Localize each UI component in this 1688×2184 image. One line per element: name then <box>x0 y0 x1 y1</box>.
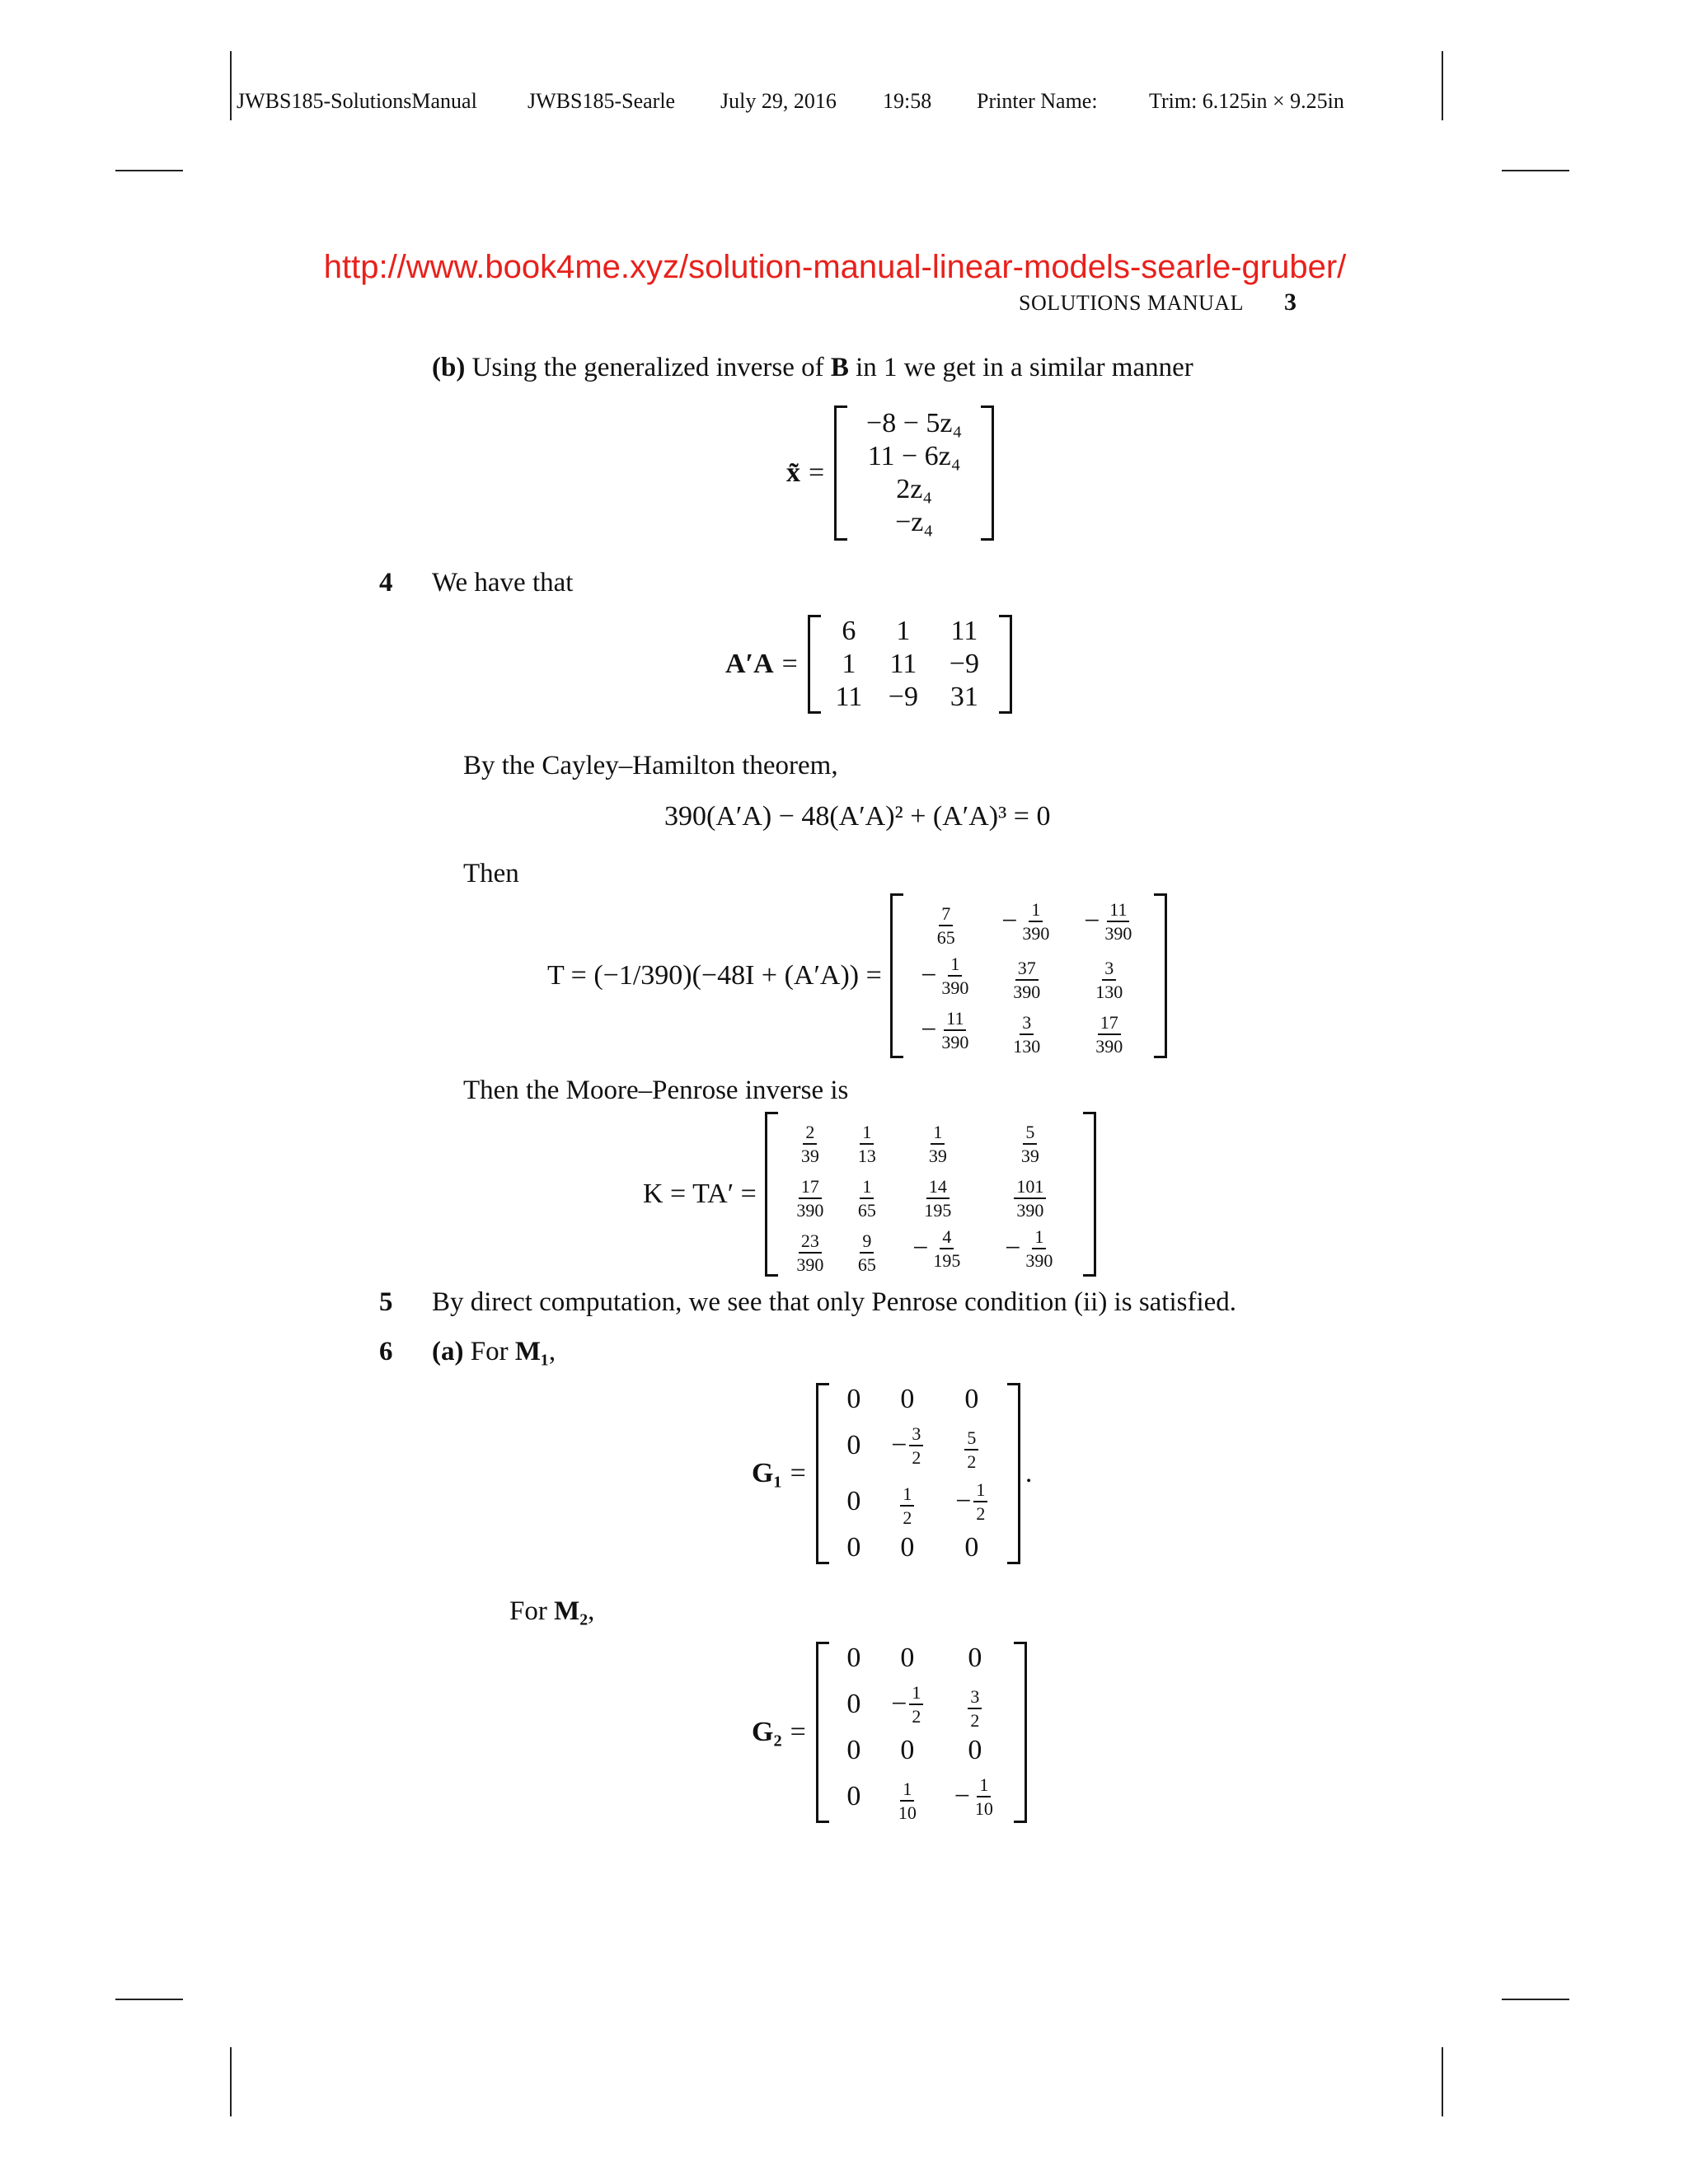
item-6-number: 6 <box>379 1337 393 1366</box>
numerator: 1 <box>860 1176 874 1199</box>
denominator: 2 <box>970 1710 980 1731</box>
item-4-number: 4 <box>379 568 393 598</box>
denominator: 390 <box>941 1032 969 1052</box>
g1-matrix-cell: 0 <box>846 1430 861 1460</box>
denominator: 130 <box>1013 1036 1041 1057</box>
numerator: 1 <box>909 1682 923 1705</box>
fraction <box>794 1230 826 1275</box>
k-cells <box>778 1112 1083 1277</box>
bracket-left <box>816 1642 829 1823</box>
fraction <box>856 1122 879 1166</box>
slug-trim: Trim: 6.125in × 9.25in <box>1149 89 1344 113</box>
bracket-left <box>890 893 903 1058</box>
minus-sign: − <box>1001 906 1018 936</box>
denominator: 390 <box>1016 1200 1044 1221</box>
k-matrix-cell <box>981 1113 1080 1166</box>
item-6-m1: M₁ <box>514 1337 549 1366</box>
denominator: 390 <box>1095 1036 1123 1057</box>
g1-matrix-cell: 0 <box>964 1532 979 1563</box>
fraction <box>909 1423 923 1468</box>
for-m2-symbol: M₂ <box>554 1596 588 1626</box>
fraction-entry <box>794 1230 826 1275</box>
fraction-entry <box>921 954 971 998</box>
item-6-comma: , <box>548 1337 556 1366</box>
numerator: 11 <box>1107 899 1129 922</box>
numerator: 7 <box>939 903 953 926</box>
item-5-text: By direct computation, we see that only Penrose condition (ii) is satisfied. <box>432 1287 1237 1317</box>
fraction-entry <box>921 1176 954 1221</box>
k-matrix-cell <box>895 1168 981 1221</box>
g1-matrix-cell <box>875 1423 940 1468</box>
fraction <box>1010 958 1043 1002</box>
fraction-entry <box>891 1682 923 1727</box>
fraction-entry <box>912 1226 963 1271</box>
x-tilde-cell: −z₄ <box>895 507 934 537</box>
slug-time: 19:58 <box>883 89 932 113</box>
numerator: 101 <box>1014 1176 1046 1199</box>
g2-matrix-cell <box>940 1774 1010 1819</box>
fraction <box>1014 1176 1046 1221</box>
part-b-label: (b) <box>432 353 466 382</box>
g1-matrix-cell: 0 <box>964 1384 979 1414</box>
minus-sign: − <box>1084 906 1100 936</box>
minus-sign: − <box>1005 1233 1021 1263</box>
fraction <box>973 1774 996 1819</box>
numerator: 1 <box>973 1479 987 1502</box>
moore-penrose-text: Then the Moore–Penrose inverse is <box>463 1076 849 1105</box>
part-b-text-1: Using the generalized inverse of <box>471 353 824 382</box>
fraction-entry <box>794 1176 826 1221</box>
g2-equals: = <box>790 1717 806 1747</box>
numerator: 1 <box>948 954 962 977</box>
fraction <box>1023 1226 1055 1271</box>
g2-matrix-cell <box>875 1770 940 1823</box>
k-matrix-cell <box>981 1168 1080 1221</box>
ata-cell: 11 <box>889 649 917 679</box>
fraction-entry <box>1093 1012 1125 1057</box>
t-matrix-cell <box>986 949 1068 1002</box>
numerator: 14 <box>926 1176 950 1199</box>
fraction <box>935 903 958 948</box>
numerator: 4 <box>940 1226 954 1249</box>
fraction <box>1093 1012 1125 1057</box>
fraction-entry <box>964 1427 978 1472</box>
fraction <box>921 1176 954 1221</box>
ata-equation <box>725 610 1012 719</box>
t-cells <box>903 893 1154 1058</box>
fraction <box>939 954 971 998</box>
bracket-left <box>834 405 847 541</box>
k-matrix-cell <box>839 1113 895 1166</box>
k-lhs: K = TA′ = <box>643 1179 757 1209</box>
k-matrix-cell <box>781 1168 839 1221</box>
g2-matrix-cell: 0 <box>968 1735 982 1765</box>
denominator: 2 <box>912 1447 921 1468</box>
t-equation <box>547 899 1167 1057</box>
numerator: 17 <box>799 1176 822 1199</box>
ata-symbol: A′A <box>725 649 774 679</box>
bracket-left <box>808 615 821 714</box>
x-tilde-cell: −8 − 5z₄ <box>866 408 963 438</box>
denominator: 390 <box>1104 923 1132 944</box>
denominator: 195 <box>924 1200 952 1221</box>
numerator: 37 <box>1015 958 1039 981</box>
fraction <box>968 1686 982 1731</box>
t-matrix-cell <box>907 954 986 998</box>
numerator: 23 <box>799 1230 822 1254</box>
g1-matrix <box>816 1383 1020 1564</box>
minus-sign: − <box>954 1781 970 1811</box>
denominator: 2 <box>903 1507 912 1528</box>
denominator: 39 <box>928 1146 947 1166</box>
fraction-entry <box>900 1483 914 1528</box>
fraction <box>939 1008 971 1052</box>
denominator: 39 <box>1020 1146 1039 1166</box>
ata-cell: 1 <box>896 616 911 646</box>
bracket-right <box>1014 1642 1027 1823</box>
fraction <box>896 1779 919 1823</box>
crop-mark-right-upper <box>1502 170 1569 171</box>
ata-cell: 31 <box>950 682 978 712</box>
item-6-for: For <box>470 1337 509 1366</box>
crop-mark-bottom-left <box>230 2047 232 2116</box>
g2-matrix-cell <box>875 1682 940 1727</box>
fraction-entry <box>799 1122 822 1166</box>
for-m2-comma: , <box>588 1596 595 1626</box>
item-4-text: We have that <box>432 568 574 598</box>
k-matrix <box>765 1112 1096 1277</box>
g1-period: . <box>1025 1458 1033 1488</box>
numerator: 1 <box>900 1779 914 1802</box>
fraction-entry <box>1014 1176 1046 1221</box>
fraction-entry <box>891 1423 923 1468</box>
denominator: 39 <box>800 1146 819 1166</box>
fraction-entry <box>954 1774 996 1819</box>
t-matrix-cell <box>907 895 986 948</box>
k-matrix-cell <box>895 1226 981 1271</box>
fraction-entry <box>1019 1122 1042 1166</box>
ata-equals: = <box>781 649 798 679</box>
bracket-right <box>1154 893 1167 1058</box>
fraction <box>900 1483 914 1528</box>
g2-equation <box>752 1640 1027 1825</box>
part-b-text-2: in 1 we get in a similar manner <box>856 353 1193 382</box>
g1-matrix-cell <box>875 1475 940 1528</box>
denominator: 390 <box>1022 923 1050 944</box>
denominator: 390 <box>1025 1250 1053 1271</box>
t-matrix-cell <box>907 1008 986 1052</box>
slug-printer: Printer Name: <box>977 89 1098 113</box>
ata-cells <box>821 615 999 714</box>
fraction-entry <box>968 1686 982 1731</box>
crop-mark-bottom-right <box>1442 2047 1443 2116</box>
running-head: SOLUTIONS MANUAL <box>1019 291 1245 315</box>
g2-cells <box>829 1642 1014 1823</box>
minus-sign: − <box>912 1233 929 1263</box>
minus-sign: − <box>891 1430 907 1460</box>
fraction-entry <box>1001 899 1052 944</box>
crop-mark-left-upper <box>115 170 183 171</box>
fraction <box>799 1122 822 1166</box>
g1-matrix-cell: 0 <box>846 1486 861 1516</box>
fraction <box>1019 1122 1042 1166</box>
denominator: 390 <box>796 1200 824 1221</box>
bracket-left <box>765 1112 778 1277</box>
denominator: 2 <box>912 1706 921 1727</box>
slug-manual: JWBS185-SolutionsManual <box>237 89 477 113</box>
numerator: 1 <box>1032 1226 1046 1249</box>
ata-cell: −9 <box>949 649 979 679</box>
fraction-entry <box>1093 958 1125 1002</box>
fraction <box>1093 958 1125 1002</box>
bracket-right <box>981 405 994 541</box>
g1-matrix-cell: 0 <box>846 1384 861 1414</box>
crop-mark-right-lower <box>1502 1999 1569 2000</box>
t-matrix-cell <box>1068 899 1151 944</box>
numerator: 3 <box>909 1423 923 1446</box>
denominator: 2 <box>967 1451 977 1472</box>
g1-equals: = <box>790 1458 806 1488</box>
x-tilde-cell: 2z₄ <box>896 474 933 504</box>
minus-sign: − <box>891 1689 907 1719</box>
crop-mark-left-lower <box>115 1999 183 2000</box>
fraction <box>856 1230 879 1275</box>
for-m2-line <box>509 1596 594 1627</box>
numerator: 3 <box>1102 958 1116 981</box>
ata-matrix <box>808 615 1012 714</box>
g1-matrix-cell: 0 <box>900 1384 915 1414</box>
g1-matrix-cell: 0 <box>900 1532 915 1563</box>
g1-symbol: G₁ <box>752 1458 782 1488</box>
denominator: 195 <box>933 1250 961 1271</box>
denominator: 65 <box>936 927 955 948</box>
ata-cell: 11 <box>835 682 863 712</box>
k-matrix-cell <box>839 1168 895 1221</box>
item-5-number: 5 <box>379 1287 393 1317</box>
k-matrix-cell <box>781 1222 839 1275</box>
slug-date: July 29, 2016 <box>720 89 837 113</box>
x-tilde-equals: = <box>809 457 825 488</box>
fraction <box>794 1176 826 1221</box>
x-tilde-vector <box>834 405 994 541</box>
ata-cell: −9 <box>888 682 918 712</box>
bracket-right <box>1007 1383 1020 1564</box>
for-m2-text: For <box>509 1596 547 1626</box>
numerator: 5 <box>1023 1122 1037 1145</box>
g1-matrix-cell: 0 <box>846 1532 861 1563</box>
fraction <box>856 1176 879 1221</box>
fraction-entry <box>1010 1012 1043 1057</box>
g2-symbol: G₂ <box>752 1717 782 1747</box>
g2-matrix-cell: 0 <box>846 1689 861 1719</box>
fraction-entry <box>935 903 958 948</box>
crop-mark-top-left <box>230 51 232 120</box>
minus-sign: − <box>955 1486 972 1516</box>
g2-matrix-cell <box>940 1678 1010 1731</box>
x-tilde-symbol: x̃ <box>786 457 800 488</box>
numerator: 9 <box>860 1230 874 1254</box>
ata-cell: 11 <box>950 616 978 646</box>
numerator: 1 <box>931 1122 945 1145</box>
fraction-entry <box>896 1779 919 1823</box>
fraction <box>926 1122 950 1166</box>
denominator: 390 <box>941 977 969 998</box>
g2-matrix-cell: 0 <box>846 1781 861 1811</box>
t-matrix <box>890 893 1167 1058</box>
denominator: 65 <box>857 1254 876 1275</box>
item-6-label: (a) <box>432 1337 464 1366</box>
denominator: 10 <box>974 1798 993 1819</box>
minus-sign: − <box>921 1015 937 1045</box>
numerator: 2 <box>803 1122 817 1145</box>
x-tilde-cell: 11 − 6z₄ <box>867 441 961 471</box>
part-b-line <box>432 353 1193 383</box>
denominator: 65 <box>857 1200 876 1221</box>
g2-matrix-cell: 0 <box>846 1735 861 1765</box>
denominator: 13 <box>857 1146 876 1166</box>
denominator: 130 <box>1095 982 1123 1002</box>
ata-cell: 6 <box>842 616 856 646</box>
g1-cells <box>829 1383 1007 1564</box>
cayley-hamilton-equation: 390(A′A) − 48(A′A)² + (A′A)³ = 0 <box>664 801 1051 832</box>
k-matrix-cell <box>981 1226 1080 1271</box>
numerator: 3 <box>968 1686 982 1709</box>
part-b-matrix-b: B <box>830 353 849 382</box>
numerator: 1 <box>1029 899 1043 922</box>
denominator: 10 <box>898 1802 917 1823</box>
g2-matrix-cell: 0 <box>968 1643 982 1673</box>
numerator: 5 <box>964 1427 978 1451</box>
fraction-entry <box>1005 1226 1055 1271</box>
t-lhs: T = (−1/390)(−48I + (A′A)) = <box>547 960 882 991</box>
fraction-entry <box>856 1176 879 1221</box>
fraction-entry <box>926 1122 950 1166</box>
numerator: 1 <box>977 1774 991 1797</box>
x-tilde-equation <box>786 407 994 539</box>
slug-book: JWBS185-Searle <box>528 89 676 113</box>
fraction-entry <box>856 1230 879 1275</box>
item-6-line <box>432 1337 556 1367</box>
bracket-left <box>816 1383 829 1564</box>
t-matrix-cell <box>986 899 1068 944</box>
fraction <box>1102 899 1134 944</box>
numerator: 1 <box>860 1122 874 1145</box>
k-matrix-cell <box>895 1113 981 1166</box>
numerator: 17 <box>1098 1012 1121 1035</box>
bracket-right <box>999 615 1012 714</box>
ata-cell: 1 <box>842 649 856 679</box>
watermark-url[interactable]: http://www.book4me.xyz/solution-manual-linear-models-searle-gruber/ <box>323 249 1347 285</box>
t-matrix-cell <box>1068 949 1151 1002</box>
numerator: 1 <box>900 1483 914 1507</box>
minus-sign: − <box>921 960 937 991</box>
fraction-entry <box>1010 958 1043 1002</box>
fraction <box>1010 1012 1043 1057</box>
g2-matrix-cell: 0 <box>846 1643 861 1673</box>
denominator: 2 <box>976 1503 986 1524</box>
g1-matrix-cell <box>940 1479 1004 1524</box>
crop-mark-top-right <box>1442 51 1443 120</box>
denominator: 390 <box>796 1254 824 1275</box>
fraction-entry <box>955 1479 987 1524</box>
t-matrix-cell <box>1068 1004 1151 1057</box>
fraction-entry <box>921 1008 971 1052</box>
page-number: 3 <box>1284 288 1296 316</box>
denominator: 390 <box>1013 982 1041 1002</box>
fraction-entry <box>856 1122 879 1166</box>
t-matrix-cell <box>986 1004 1068 1057</box>
k-matrix-cell <box>839 1222 895 1275</box>
fraction <box>964 1427 978 1472</box>
g2-matrix-cell: 0 <box>900 1643 915 1673</box>
k-matrix-cell <box>781 1113 839 1166</box>
fraction <box>973 1479 987 1524</box>
fraction <box>931 1226 963 1271</box>
g2-matrix <box>816 1642 1027 1823</box>
g1-matrix-cell <box>940 1419 1004 1472</box>
x-tilde-cells <box>847 405 981 541</box>
fraction <box>909 1682 923 1727</box>
numerator: 11 <box>944 1008 966 1031</box>
numerator: 3 <box>1020 1012 1034 1035</box>
k-equation <box>643 1122 1096 1275</box>
bracket-right <box>1083 1112 1096 1277</box>
cayley-text: By the Cayley–Hamilton theorem, <box>463 751 838 780</box>
g1-equation <box>752 1381 1032 1566</box>
g2-matrix-cell: 0 <box>900 1735 915 1765</box>
fraction-entry <box>1084 899 1134 944</box>
then-text: Then <box>463 859 519 888</box>
fraction <box>1020 899 1052 944</box>
